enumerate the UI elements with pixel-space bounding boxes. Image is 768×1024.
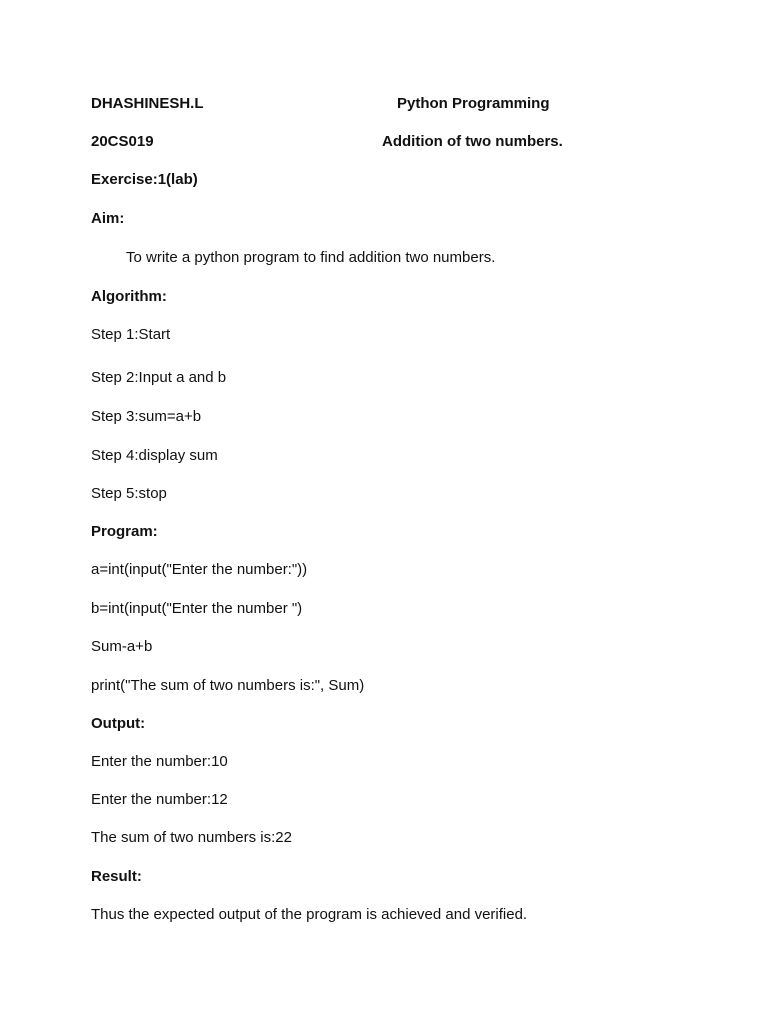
subject-title: Python Programming [397, 95, 550, 112]
exercise-topic: Addition of two numbers. [382, 133, 563, 150]
algorithm-step: Step 4:display sum [91, 447, 218, 464]
algorithm-step: Step 1:Start [91, 326, 171, 343]
algorithm-step: Step 3:sum=a+b [91, 408, 202, 425]
aim-heading: Aim: [91, 210, 125, 227]
header-row-2 [91, 133, 563, 150]
output-line: Enter the number:12 [91, 791, 228, 808]
output-line: The sum of two numbers is:22 [91, 829, 292, 846]
program-line: print("The sum of two numbers is:", Sum) [91, 677, 365, 694]
output-line: Enter the number:10 [91, 753, 228, 770]
result-text: Thus the expected output of the program is achieved and verified. [91, 906, 528, 923]
algorithm-step: Step 5:stop [91, 485, 167, 502]
aim-text: To write a python program to find addition two numbers. [126, 249, 496, 266]
roll-number: 20CS019 [91, 133, 154, 150]
output-heading: Output: [91, 715, 146, 732]
exercise-label: Exercise:1(lab) [91, 171, 198, 188]
program-line: b=int(input("Enter the number ") [91, 600, 303, 617]
result-heading: Result: [91, 868, 142, 885]
program-line: a=int(input("Enter the number:")) [91, 561, 308, 578]
algorithm-step: Step 2:Input a and b [91, 369, 227, 386]
header-row-1 [91, 95, 550, 112]
program-heading: Program: [91, 523, 158, 540]
program-line: Sum-a+b [91, 638, 153, 655]
student-name: DHASHINESH.L [91, 95, 204, 112]
algorithm-heading: Algorithm: [91, 288, 167, 305]
